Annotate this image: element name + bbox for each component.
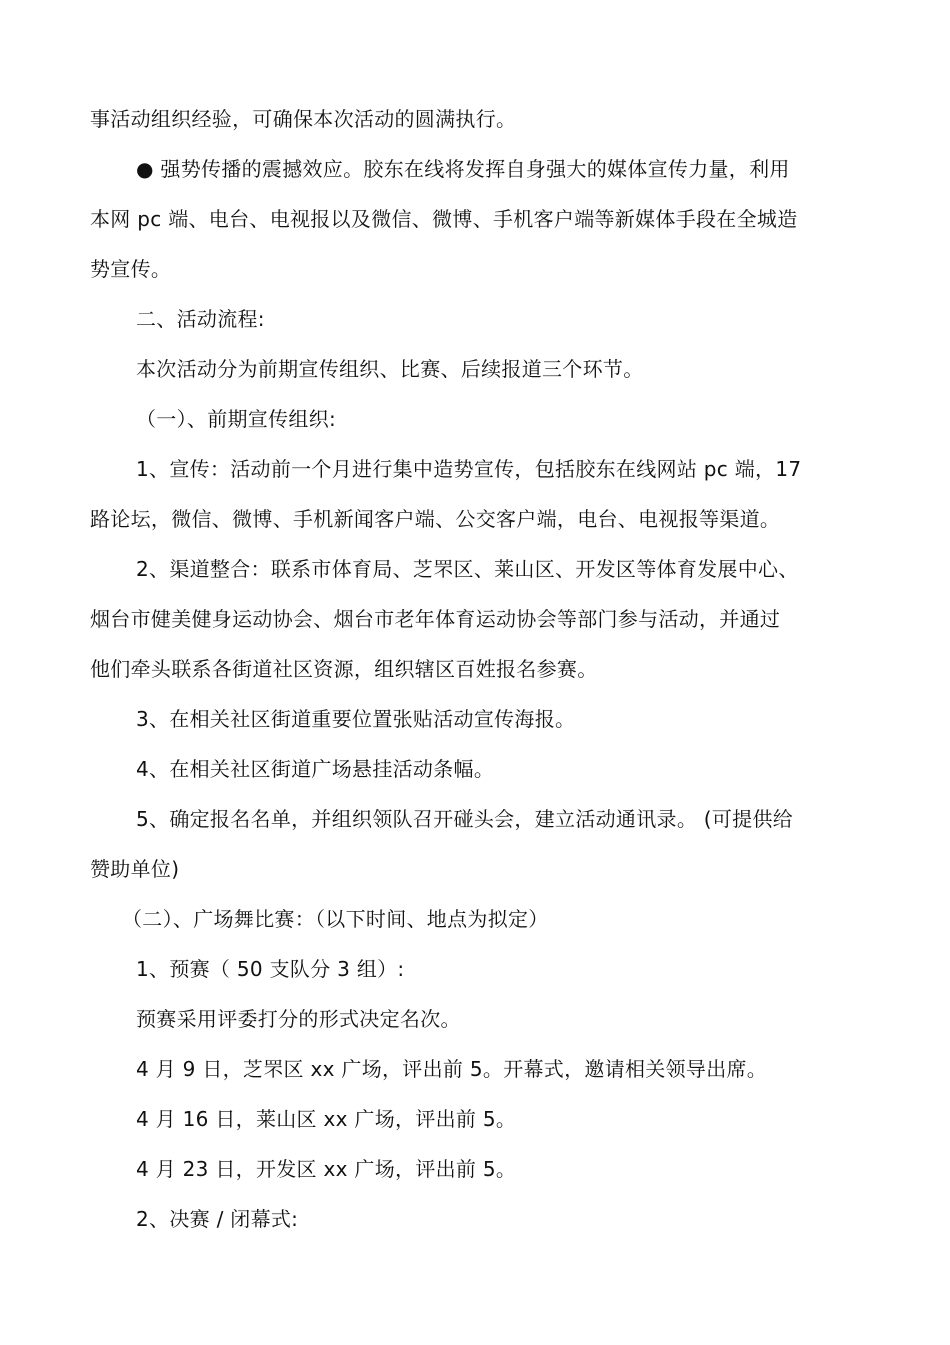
subsection-heading: （一）、前期宣传组织: [136,407,337,431]
text-line: 赞助单位) [90,857,180,881]
text-line: 烟台市健美健身运动协会、烟台市老年体育运动协会等部门参与活动，并通过 [90,607,781,631]
list-item: 2、渠道整合：联系市体育局、芝罘区、莱山区、开发区等体育发展中心、 [136,557,799,581]
section-heading: 二、活动流程: [136,307,265,331]
text-line: 势宣传。 [90,257,172,281]
list-item: 1、宣传：活动前一个月进行集中造势宣传，包括胶东在线网站 pc 端，17 [136,457,802,481]
text-line: 路论坛，微信、微博、手机新闻客户端、公交客户端，电台、电视报等渠道。 [90,507,781,531]
text-line: 本网 pc 端、电台、电视报以及微信、微博、手机客户端等新媒体手段在全城造 [90,207,798,231]
subsection-heading: （二）、广场舞比赛：（以下时间、地点为拟定） [122,907,549,931]
list-item: 4、在相关社区街道广场悬挂活动条幅。 [136,757,495,781]
list-item: 2、决赛 / 闭幕式: [136,1207,299,1231]
schedule-item: 4 月 16 日，莱山区 xx 广场，评出前 5。 [136,1107,517,1131]
list-item: 1、预赛（ 50 支队分 3 组）: [136,957,405,981]
bullet-paragraph: ● 强势传播的震撼效应。胶东在线将发挥自身强大的媒体宣传力量，利用 [136,157,790,181]
text-line: 预赛采用评委打分的形式决定名次。 [136,1007,461,1031]
schedule-item: 4 月 9 日，芝罘区 xx 广场，评出前 5。开幕式，邀请相关领导出席。 [136,1057,768,1081]
text-line: 他们牵头联系各街道社区资源，组织辖区百姓报名参赛。 [90,657,598,681]
list-item: 5、确定报名名单，并组织领队召开碰头会，建立活动通讯录。 (可提供给 [136,807,794,831]
schedule-item: 4 月 23 日，开发区 xx 广场，评出前 5。 [136,1157,517,1181]
list-item: 3、在相关社区街道重要位置张贴活动宣传海报。 [136,707,576,731]
text-line: 事活动组织经验，可确保本次活动的圆满执行。 [90,107,517,131]
text-line: 本次活动分为前期宣传组织、比赛、后续报道三个环节。 [136,357,644,381]
